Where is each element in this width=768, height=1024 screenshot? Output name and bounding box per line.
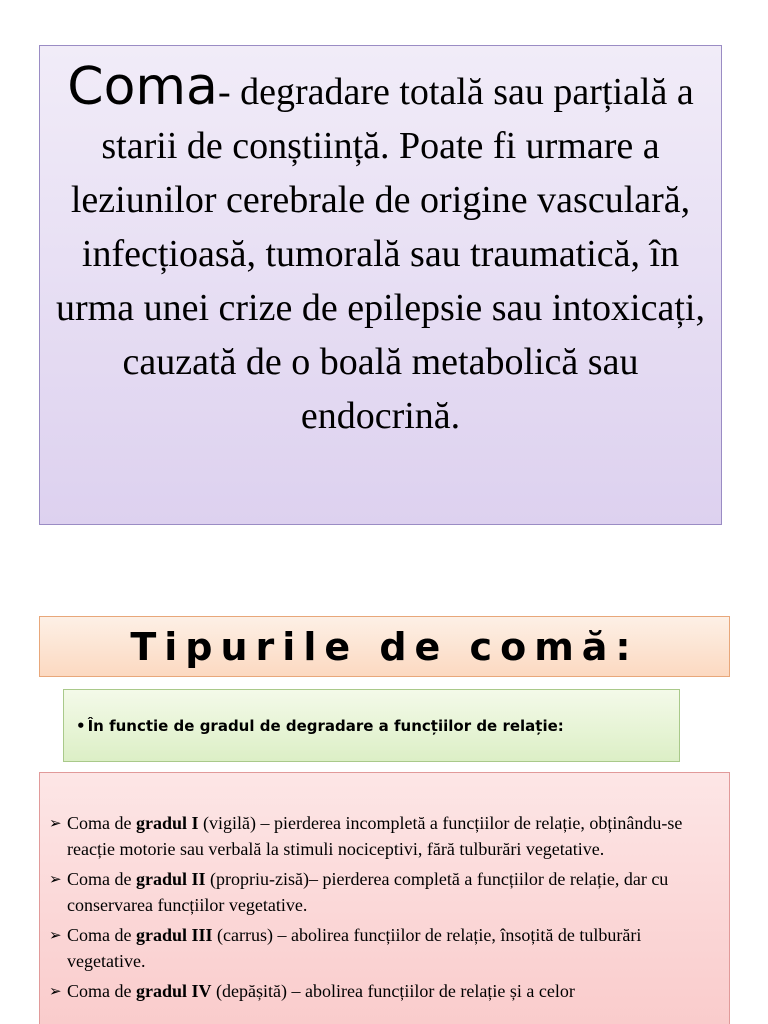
criterion-box [63, 689, 680, 762]
grade-item-2 [49, 866, 709, 918]
grade-item-prefix: Coma de [67, 869, 136, 889]
types-title-box [39, 616, 730, 677]
grade-item-description: (carrus) – abolirea funcțiilor de relație, însoțită de tulburări vegetative. [67, 925, 642, 971]
grade-item-4 [49, 978, 709, 1004]
types-title: Tipurile de comă: [130, 625, 639, 669]
grade-item-label: gradul II [136, 869, 206, 889]
grade-item-label: gradul I [136, 813, 199, 833]
definition-text: - degradare totală sau parțială a starii de conștiință. Poate fi urmare a leziunilor cerebrale de origine vasculară, infecțioasă, tumorală sau traumatică, în urma unei crize de epilepsie sau intoxicați, cauzată de o boală metabolică sau endocrină. [56, 71, 705, 437]
arrow-bullet-icon: ➢ [49, 926, 62, 944]
criterion-text: În functie de gradul de degradare a funcțiilor de relație: [87, 717, 564, 735]
grades-box [39, 772, 730, 1024]
grade-item-description: (depășită) – abolirea funcțiilor de relație și a celor [211, 981, 575, 1001]
arrow-bullet-icon: ➢ [49, 814, 62, 832]
definition-box [39, 45, 722, 525]
grade-item-description: (vigilă) – pierderea incompletă a funcțiilor de relație, obținându-se reacție motorie sau verbală la stimuli nociceptivi, fără tulburări vegetative. [67, 813, 683, 859]
arrow-bullet-icon: ➢ [49, 982, 62, 1000]
grade-item-prefix: Coma de [67, 813, 136, 833]
grade-item-3 [49, 922, 709, 974]
grade-item-prefix: Coma de [67, 981, 136, 1001]
arrow-bullet-icon: ➢ [49, 870, 62, 888]
grade-item-prefix: Coma de [67, 925, 136, 945]
grade-item-description: (propriu-zisă)– pierderea completă a funcțiilor de relație, dar cu conservarea funcțiilor vegetative. [67, 869, 669, 915]
definition-term: Coma [67, 57, 218, 117]
grade-item-label: gradul III [136, 925, 213, 945]
grade-item-label: gradul IV [136, 981, 212, 1001]
grade-item-1 [49, 810, 709, 862]
grade-list [49, 810, 709, 1004]
bullet-icon: • [76, 717, 86, 735]
